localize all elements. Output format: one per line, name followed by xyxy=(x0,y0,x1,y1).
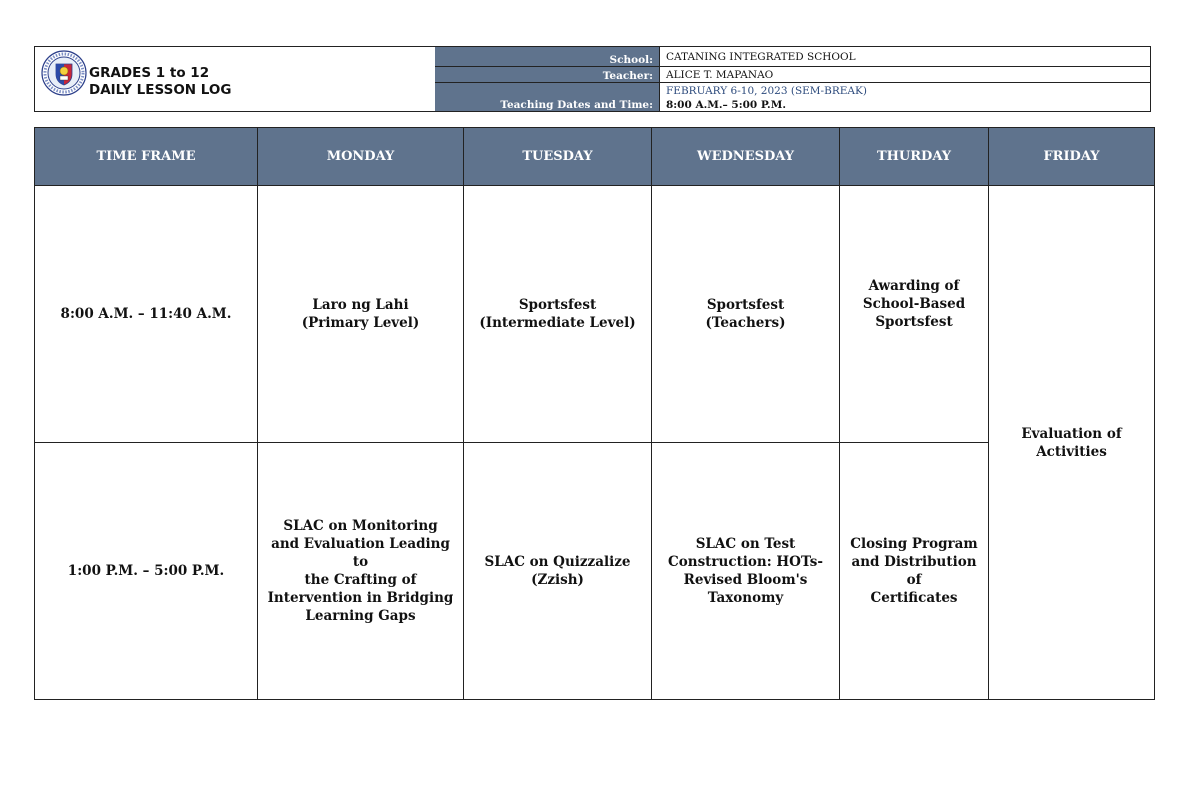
school-row xyxy=(435,47,1151,67)
lesson-log-header xyxy=(34,46,1151,112)
school-value: CATANING INTEGRATED SCHOOL xyxy=(660,47,1151,67)
afternoon-thursday-cell xyxy=(840,443,989,700)
column-header-monday: MONDAY xyxy=(258,128,464,186)
morning-thursday-cell xyxy=(840,186,989,443)
column-header-friday: FRIDAY xyxy=(989,128,1155,186)
morning-wednesday-line-1: Sportsfest xyxy=(706,297,785,313)
afternoon-tuesday-cell xyxy=(464,443,652,700)
friday-line-2: Activities xyxy=(1036,443,1107,460)
afternoon-tuesday-line-1: SLAC on Quizzalize xyxy=(484,554,631,570)
teacher-row xyxy=(435,67,1151,83)
page-title xyxy=(89,65,231,99)
afternoon-monday-line-4: Intervention in Bridging xyxy=(267,590,454,606)
teacher-label: Teacher: xyxy=(435,67,660,83)
morning-tuesday-line-1: Sportsfest xyxy=(518,297,597,313)
morning-thursday-line-1: Awarding of xyxy=(868,278,960,294)
afternoon-thursday-line-3: Certificates xyxy=(870,590,958,606)
afternoon-thursday-line-2: and Distribution of xyxy=(851,554,977,588)
teacher-value: ALICE T. MAPANAO xyxy=(660,67,1151,83)
deped-seal-icon xyxy=(41,50,87,96)
morning-wednesday-line-2: (Teachers) xyxy=(705,315,786,331)
table-row-morning xyxy=(35,186,1155,443)
table-row-afternoon xyxy=(35,443,1155,700)
header-title-block xyxy=(35,47,436,111)
time-value: 8:00 A.M.– 5:00 P.M. xyxy=(666,99,786,111)
title-line-2: DAILY LESSON LOG xyxy=(89,82,232,98)
schedule-table xyxy=(34,127,1155,700)
friday-cell xyxy=(989,186,1155,700)
column-header-time-frame: TIME FRAME xyxy=(35,128,258,186)
column-header-wednesday: WEDNESDAY xyxy=(652,128,840,186)
morning-thursday-line-2: School-Based xyxy=(862,296,966,312)
column-header-tuesday: TUESDAY xyxy=(464,128,652,186)
friday-line-1: Evaluation of xyxy=(1021,425,1122,442)
afternoon-wednesday-line-1: SLAC on Test xyxy=(695,536,796,552)
morning-tuesday-line-2: (Intermediate Level) xyxy=(479,315,636,331)
afternoon-monday-line-1: SLAC on Monitoring xyxy=(283,518,438,534)
dates-label: Teaching Dates and Time: xyxy=(435,83,660,111)
afternoon-monday-line-3: the Crafting of xyxy=(304,572,417,588)
afternoon-tuesday-line-2: (Zzish) xyxy=(531,572,584,588)
afternoon-wednesday-cell xyxy=(652,443,840,700)
morning-time-cell: 8:00 A.M. – 11:40 A.M. xyxy=(35,186,258,443)
morning-monday-line-2: (Primary Level) xyxy=(301,315,420,331)
morning-monday-line-1: Laro ng Lahi xyxy=(312,297,409,313)
school-label: School: xyxy=(435,47,660,67)
afternoon-wednesday-line-2: Construction: HOTs- xyxy=(668,554,823,570)
dates-value-block xyxy=(660,83,1151,111)
dates-row xyxy=(435,83,1151,111)
afternoon-monday-line-5: Learning Gaps xyxy=(305,608,416,624)
dates-value: FEBRUARY 6-10, 2023 (SEM-BREAK) xyxy=(666,85,867,97)
column-header-thursday: THURDAY xyxy=(840,128,989,186)
afternoon-time-cell: 1:00 P.M. – 5:00 P.M. xyxy=(35,443,258,700)
morning-monday-cell xyxy=(258,186,464,443)
header-info-block xyxy=(435,47,1151,111)
morning-tuesday-cell xyxy=(464,186,652,443)
table-header-row xyxy=(35,128,1155,186)
afternoon-monday-line-2: and Evaluation Leading to xyxy=(271,536,450,570)
afternoon-thursday-line-1: Closing Program xyxy=(850,536,978,552)
afternoon-wednesday-line-3: Revised Bloom's xyxy=(683,572,808,588)
afternoon-wednesday-line-4: Taxonomy xyxy=(707,590,784,606)
morning-wednesday-cell xyxy=(652,186,840,443)
title-line-1: GRADES 1 to 12 xyxy=(89,65,210,81)
morning-thursday-line-3: Sportsfest xyxy=(875,314,953,330)
afternoon-monday-cell xyxy=(258,443,464,700)
